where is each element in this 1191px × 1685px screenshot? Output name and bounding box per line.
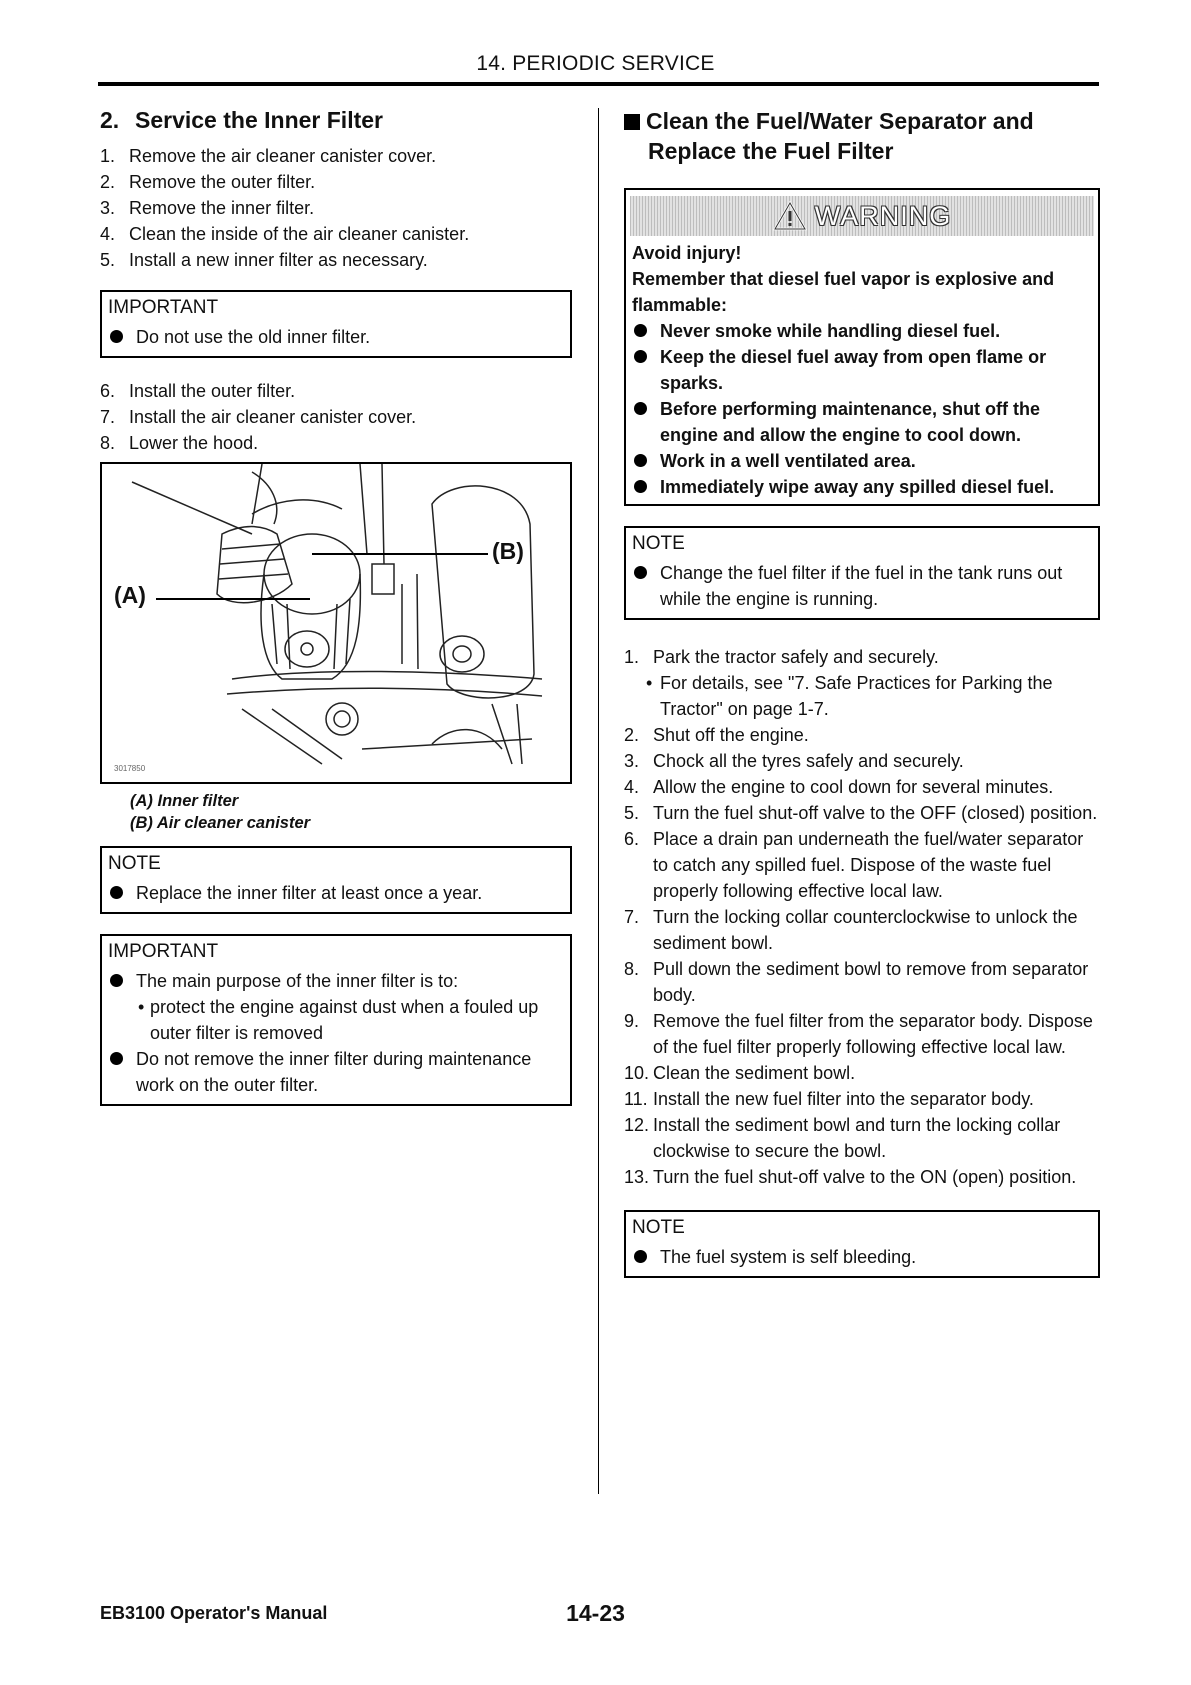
note-bullet: Replace the inner filter at least once a year. — [108, 880, 562, 906]
list-item: 13. Turn the fuel shut-off valve to the ON (open) position. — [624, 1167, 1077, 1187]
bullet-icon — [110, 330, 123, 343]
section-title-fuel-filter: Clean the Fuel/Water Separator and Replace the Fuel Filter — [624, 106, 1100, 166]
list-item: 12. Install the sediment bowl and turn the locking collar clockwise to secure the bowl. — [624, 1115, 1061, 1161]
note-box-fuel — [624, 526, 1100, 620]
warning-box — [624, 188, 1100, 506]
right-column — [624, 106, 1100, 1292]
list-item: 1. Park the tractor safely and securely. — [624, 647, 939, 667]
note-title: NOTE — [632, 1217, 685, 1238]
square-bullet-icon — [624, 114, 640, 130]
fuel-steps-list — [624, 644, 1100, 1190]
warning-line: Remember that diesel fuel vapor is explosive and flammable: — [632, 269, 1055, 315]
important-title: IMPORTANT — [108, 297, 219, 318]
bullet-icon — [634, 350, 647, 363]
steps-list-a — [100, 143, 572, 273]
note-bullet: Change the fuel filter if the fuel in the tank runs out while the engine is running. — [632, 560, 1090, 612]
warning-bullet: Keep the diesel fuel away from open flame or sparks. — [632, 344, 1090, 396]
list-item: 6. Place a drain pan underneath the fuel/water separator to catch any spilled fuel. Dispose of the waste fuel properly following effective local law. — [624, 829, 1084, 901]
list-item: 2. Remove the outer filter. — [100, 172, 316, 192]
footer-manual-name: EB3100 Operator's Manual — [100, 1603, 328, 1623]
list-item: 6. Install the outer filter. — [100, 381, 296, 401]
list-sub-item: • For details, see "7. Safe Practices for Parking the Tractor" on page 1-7. — [624, 670, 1100, 722]
important-sub-bullet: • protect the engine against dust when a fouled up outer filter is removed — [138, 997, 539, 1043]
air-cleaner-figure — [100, 462, 572, 784]
list-item: 4. Clean the inside of the air cleaner canister. — [100, 224, 470, 244]
bullet-icon — [110, 886, 123, 899]
bullet-icon — [634, 1250, 647, 1263]
warning-triangle-icon — [773, 201, 807, 231]
list-item: 9. Remove the fuel filter from the separator body. Dispose of the fuel filter properly following effective local law. — [624, 1011, 1093, 1057]
bullet-icon — [634, 480, 647, 493]
caption-b: (B) Air cleaner canister — [130, 814, 311, 832]
important-bullet: The main purpose of the inner filter is to: — [108, 968, 562, 994]
header-rule — [98, 82, 1099, 86]
list-item: 2. Shut off the engine. — [624, 725, 809, 745]
important-bullet: Do not remove the inner filter during maintenance work on the outer filter. — [108, 1046, 562, 1098]
section-title-text: Service the Inner Filter — [135, 107, 383, 133]
caption-a: (A) Inner filter — [130, 792, 239, 810]
important-bullet: Do not use the old inner filter. — [108, 324, 562, 350]
figure-caption — [100, 790, 572, 834]
bullet-icon — [110, 974, 123, 987]
important-box-2 — [100, 934, 572, 1106]
warning-line: Avoid injury! — [632, 243, 742, 263]
note-box-bleeding — [624, 1210, 1100, 1278]
note-title: NOTE — [108, 853, 161, 874]
figure-label-b: (B) — [492, 538, 524, 564]
column-divider — [598, 108, 599, 1494]
list-item: 5. Install a new inner filter as necessary. — [100, 250, 428, 270]
note-box-1 — [100, 846, 572, 914]
bullet-icon — [634, 566, 647, 579]
list-item: 1. Remove the air cleaner canister cover. — [100, 146, 437, 166]
list-item: 7. Install the air cleaner canister cover. — [100, 407, 417, 427]
bullet-icon — [110, 1052, 123, 1065]
warning-bullet: Work in a well ventilated area. — [632, 448, 1090, 474]
list-item: 8. Lower the hood. — [100, 433, 259, 453]
figure-code: 3017850 — [114, 764, 146, 773]
page-header-title: 14. PERIODIC SERVICE — [476, 52, 715, 75]
warning-title: WARNING — [814, 200, 952, 231]
list-item: 11. Install the new fuel filter into the separator body. — [624, 1089, 1034, 1109]
section-title-inner-filter — [100, 106, 572, 134]
list-item: 8. Pull down the sediment bowl to remove from separator body. — [624, 959, 1089, 1005]
engine-illustration — [102, 464, 570, 782]
steps-list-b — [100, 378, 572, 456]
warning-bullet: Immediately wipe away any spilled diesel fuel. — [632, 474, 1090, 500]
bullet-icon — [634, 402, 647, 415]
warning-bullet: Never smoke while handling diesel fuel. — [632, 318, 1090, 344]
warning-bullet: Before performing maintenance, shut off the engine and allow the engine to cool down. — [632, 396, 1090, 448]
bullet-icon — [634, 324, 647, 337]
list-item: 4. Allow the engine to cool down for several minutes. — [624, 777, 1054, 797]
list-item: 10. Clean the sediment bowl. — [624, 1063, 856, 1083]
warning-body — [626, 240, 1098, 504]
important-title: IMPORTANT — [108, 941, 219, 962]
warning-header — [630, 196, 1094, 236]
list-item: 7. Turn the locking collar counterclockwise to unlock the sediment bowl. — [624, 907, 1078, 953]
list-item: 5. Turn the fuel shut-off valve to the OFF (closed) position. — [624, 803, 1098, 823]
list-item: 3. Chock all the tyres safely and securely. — [624, 751, 964, 771]
list-item: 3. Remove the inner filter. — [100, 198, 315, 218]
note-bullet: The fuel system is self bleeding. — [632, 1244, 1090, 1270]
figure-label-a: (A) — [114, 582, 146, 608]
section-number: 2. — [100, 107, 120, 133]
note-title: NOTE — [632, 533, 685, 554]
bullet-icon — [634, 454, 647, 467]
important-box-1 — [100, 290, 572, 358]
footer-page-number: 14-23 — [566, 1600, 625, 1626]
left-column — [100, 106, 572, 1120]
